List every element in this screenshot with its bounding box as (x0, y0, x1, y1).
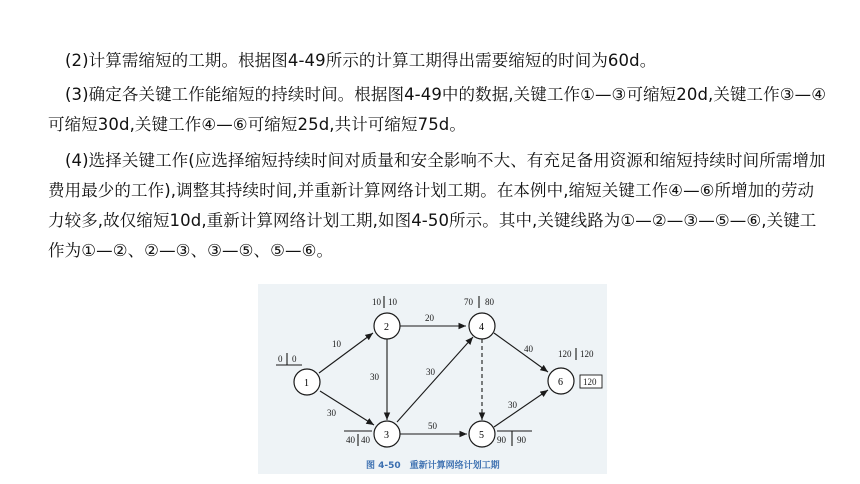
figure-caption: 图 4-50 重新计算网络计划工期 (366, 461, 500, 471)
paragraph-step-2: (2)计算需缩短的工期。根据图4-49所示的计算工期得出需要缩短的时间为60d。 (65, 51, 657, 70)
node-6 (548, 368, 574, 394)
svg-text:0: 0 (278, 354, 283, 364)
node-1 (294, 369, 320, 395)
node-4 (469, 313, 495, 339)
svg-text:120: 120 (580, 349, 594, 359)
svg-text:90: 90 (497, 435, 506, 445)
time-label-node-3 (344, 431, 372, 446)
svg-text:6: 6 (558, 377, 563, 388)
svg-text:80: 80 (485, 297, 494, 307)
duration-2-4: 20 (425, 313, 434, 323)
time-label-node-5 (497, 431, 532, 446)
time-label-node-1 (276, 353, 302, 365)
paragraph-step-3: (3)确定各关键工作能缩短的持续时间。根据图4-49中的数据,关键工作①—③可缩短20d,关键工作③—④可缩短30d,关键工作④—⑥可缩短25d,共计可缩短75d。 (48, 85, 827, 134)
duration-4-6: 40 (524, 344, 533, 354)
svg-text:90: 90 (517, 435, 526, 445)
svg-text:5: 5 (479, 430, 484, 441)
edge-4-6 (494, 333, 548, 372)
svg-text:10: 10 (388, 297, 397, 307)
svg-text:4: 4 (479, 322, 484, 333)
total-duration-box (580, 375, 602, 388)
svg-text:0: 0 (292, 354, 297, 364)
paragraph-step-4: (4)选择关键工作(应选择缩短持续时间对质量和安全影响不大、有充足备用资源和缩短持续时间所需增加费用最少的工作),调整其持续时间,并重新计算网络计划工期。在本例中,缩短关键工作④—⑥所增加的劳动力较多,故仅缩短10d,重新计算网络计划工期,如图4-50所示。其中,关键线路为①—②—③—⑤—⑥,关键工作为①—②、②—③、③—⑤、⑤—⑥。 (48, 151, 826, 260)
svg-text:2: 2 (384, 322, 389, 333)
node-2 (374, 313, 400, 339)
svg-text:120: 120 (558, 349, 572, 359)
node-3 (374, 421, 400, 447)
duration-5-6: 30 (508, 400, 517, 410)
time-label-node-6 (558, 348, 594, 360)
edge-5-6 (494, 390, 548, 427)
network-figure (258, 284, 607, 474)
duration-2-3: 30 (370, 372, 379, 382)
svg-text:1: 1 (304, 378, 309, 389)
svg-text:10: 10 (372, 297, 381, 307)
svg-text:40: 40 (346, 435, 355, 445)
svg-text:70: 70 (464, 297, 473, 307)
svg-text:120: 120 (583, 377, 597, 387)
svg-text:3: 3 (384, 430, 389, 441)
duration-3-4: 30 (426, 367, 435, 377)
svg-text:40: 40 (361, 435, 370, 445)
duration-3-5: 50 (428, 421, 437, 431)
network-diagram (258, 284, 607, 474)
time-label-node-2 (372, 296, 398, 308)
edge-3-4 (397, 337, 473, 422)
node-5 (469, 421, 495, 447)
edge-1-2 (319, 333, 373, 373)
time-label-node-4 (464, 296, 495, 308)
duration-1-2: 10 (332, 339, 341, 349)
duration-1-3: 30 (327, 408, 336, 418)
